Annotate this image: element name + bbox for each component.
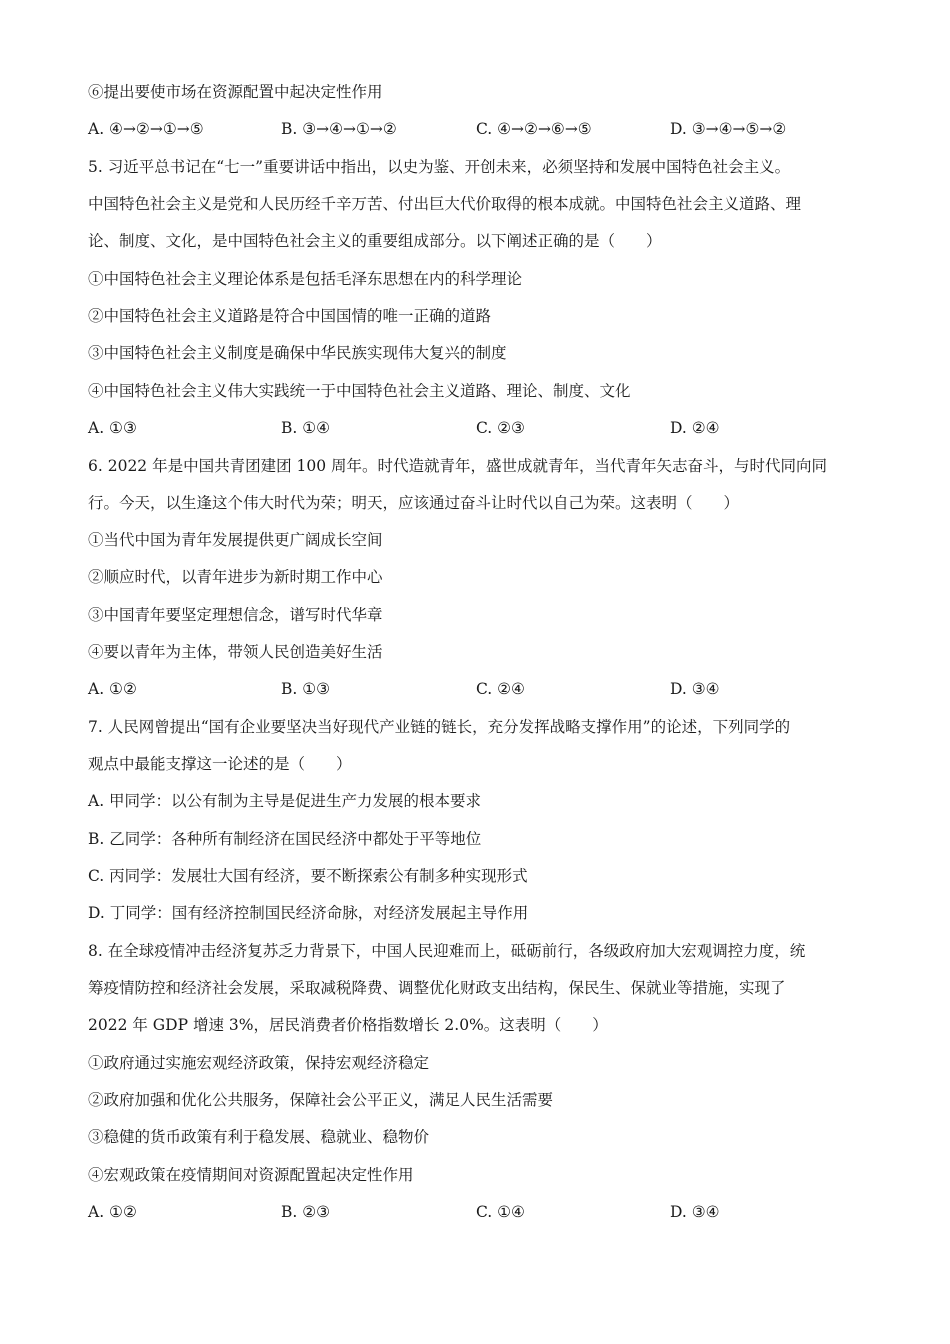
q6-stem-line-2: 行。今天，以生逢这个伟大时代为荣；明天，应该通过奋斗让时代以自己为荣。这表明（ ） [88,494,740,512]
q4-option-d: D. ③→④→⑤→② [670,120,787,138]
q6-stem-line-1: 6. 2022 年是中国共青团建团 100 周年。时代造就青年，盛世成就青年，当代青年矢志奋斗，与时代同向同 [88,457,828,475]
q8-option-c: C. ①④ [476,1203,525,1221]
q7-stem-line-1: 7. 人民网曾提出“国有企业要坚决当好现代产业链的链长，充分发挥战略支撑作用”的论述，下列同学的 [88,718,791,736]
q8-statement-1: ①政府通过实施宏观经济政策，保持宏观经济稳定 [88,1054,430,1072]
q5-statement-3: ③中国特色社会主义制度是确保中华民族实现伟大复兴的制度 [88,344,507,362]
q8-option-d: D. ③④ [670,1203,720,1221]
q7-stem-line-2: 观点中最能支撑这一论述的是（ ） [88,755,352,773]
q5-stem-line-2: 中国特色社会主义是党和人民历经千辛万苦、付出巨大代价取得的根本成就。中国特色社会主义道路、理 [88,195,802,213]
q5-option-a: A. ①③ [88,419,137,437]
q5-statement-1: ①中国特色社会主义理论体系是包括毛泽东思想在内的科学理论 [88,270,523,288]
q8-option-a: A. ①② [88,1203,137,1221]
q6-option-c: C. ②④ [476,680,525,698]
q8-stem-line-1: 8. 在全球疫情冲击经济复苏乏力背景下，中国人民迎难而上，砥砺前行，各级政府加大宏观调控力度，统 [88,942,806,960]
q6-option-b: B. ①③ [281,680,331,698]
q7-choice-b: B. 乙同学：各种所有制经济在国民经济中都处于平等地位 [88,830,482,848]
q6-statement-2: ②顺应时代，以青年进步为新时期工作中心 [88,568,383,586]
q6-options [88,679,878,699]
q5-option-b: B. ①④ [281,419,331,437]
q6-statement-1: ①当代中国为青年发展提供更广阔成长空间 [88,531,383,549]
q5-options [88,418,878,438]
q8-options [88,1202,878,1222]
q7-choice-d: D. 丁同学：国有经济控制国民经济命脉，对经济发展起主导作用 [88,904,529,922]
q5-stem-line-3: 论、制度、文化，是中国特色社会主义的重要组成部分。以下阐述正确的是（ ） [88,232,662,250]
q8-statement-3: ③稳健的货币政策有利于稳发展、稳就业、稳物价 [88,1128,430,1146]
q7-choice-a: A. 甲同学：以公有制为主导是促进生产力发展的根本要求 [88,792,482,810]
q5-statement-2: ②中国特色社会主义道路是符合中国国情的唯一正确的道路 [88,307,492,325]
q5-option-c: C. ②③ [476,419,525,437]
q6-option-a: A. ①② [88,680,137,698]
q8-option-b: B. ②③ [281,1203,331,1221]
q8-statement-4: ④宏观政策在疫情期间对资源配置起决定性作用 [88,1166,414,1184]
q8-stem-line-2: 筹疫情防控和经济社会发展，采取减税降费、调整优化财政支出结构，保民生、保就业等措施，实现了 [88,979,786,997]
q4-statement-6: ⑥提出要使市场在资源配置中起决定性作用 [88,83,383,101]
q4-option-c: C. ④→②→⑥→⑤ [476,120,592,138]
q5-statement-4: ④中国特色社会主义伟大实践统一于中国特色社会主义道路、理论、制度、文化 [88,382,631,400]
q4-option-b: B. ③→④→①→② [281,120,397,138]
q6-option-d: D. ③④ [670,680,720,698]
q4-options [88,119,878,139]
q6-statement-3: ③中国青年要坚定理想信念，谱写时代华章 [88,606,383,624]
q8-statement-2: ②政府加强和优化公共服务，保障社会公平正义，满足人民生活需要 [88,1091,554,1109]
q8-stem-line-3: 2022 年 GDP 增速 3%，居民消费者价格指数增长 2.0%。这表明（ ） [88,1016,608,1034]
q5-option-d: D. ②④ [670,419,720,437]
q6-statement-4: ④要以青年为主体，带领人民创造美好生活 [88,643,383,661]
q7-choice-c: C. 丙同学：发展壮大国有经济，要不断探索公有制多种实现形式 [88,867,528,885]
q5-stem-line-1: 5. 习近平总书记在“七一”重要讲话中指出，以史为鉴、开创未来，必须坚持和发展中国特色社会主义。 [88,158,791,176]
q4-option-a: A. ④→②→①→⑤ [88,120,204,138]
